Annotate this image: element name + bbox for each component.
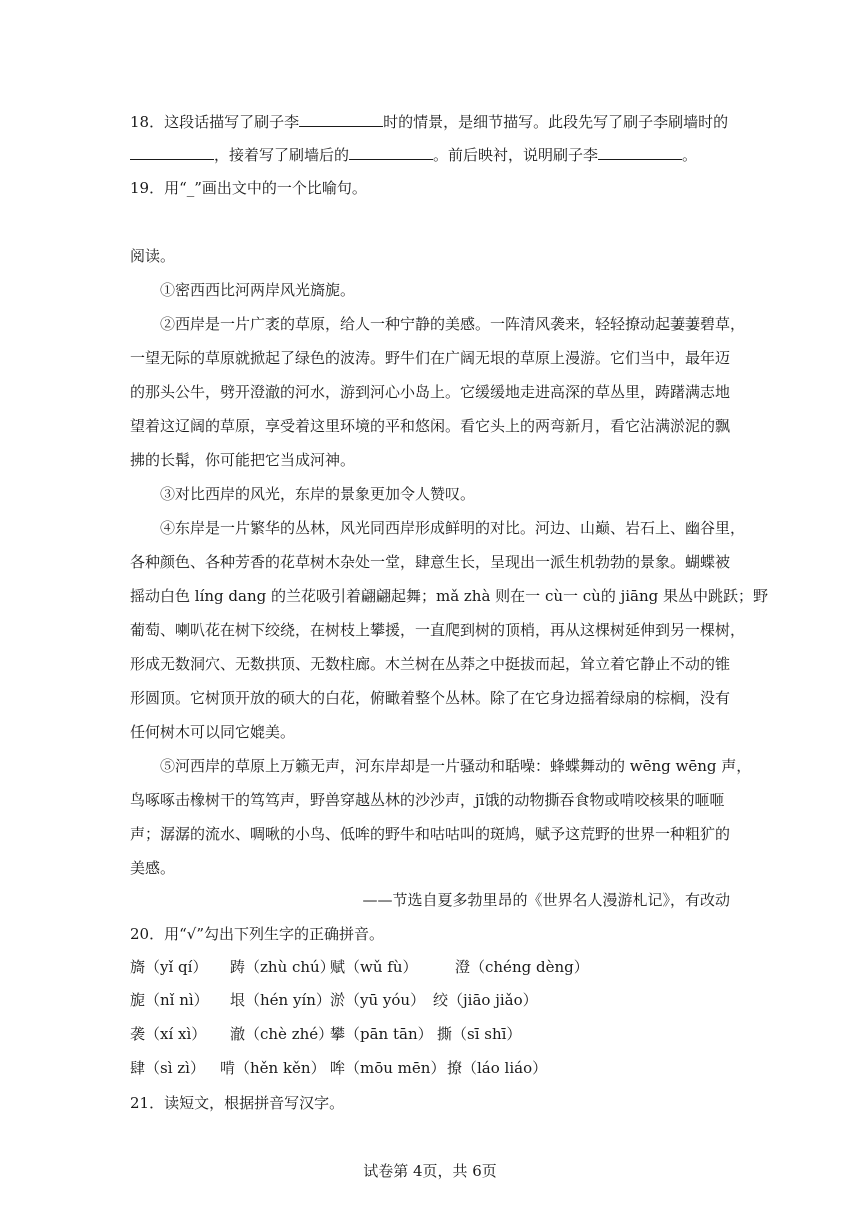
pinyin-item[interactable]: 啃（hěn kěn） — [220, 1059, 326, 1077]
q18-line-2 — [130, 145, 697, 165]
q18-blank-1[interactable] — [299, 112, 383, 127]
pinyin-item[interactable]: 撩（láo liáo） — [447, 1059, 548, 1077]
pinyin-item[interactable]: 袭（xí xì） — [130, 1025, 207, 1043]
paragraph-2-line: ②西岸是一片广袤的草原，给人一种宁静的美感。一阵清风袭来，轻轻撩动起萋萋碧草， — [160, 315, 746, 333]
pinyin-item[interactable]: 澈（chè zhé） — [230, 1025, 334, 1043]
paragraph-4-line: 形圆顶。它树顶开放的硕大的白花，俯瞰着整个丛林。除了在它身边摇着绿扇的棕榈，没有 — [130, 689, 731, 707]
paragraph-5-line: ⑤河西岸的草原上万籁无声，河东岸却是一片骚动和聒噪：蜂蝶舞动的 wēng wēng 声， — [160, 757, 752, 775]
paragraph-4-line: 葡萄、喇叭花在树下绞绕，在树枝上攀援，一直爬到树的顶梢，再从这棵树延伸到另一棵树， — [130, 621, 746, 639]
paragraph-2-line: 拂的长髯，你可能把它当成河神。 — [130, 451, 356, 469]
pinyin-item[interactable]: 垠（hén yín） — [230, 991, 331, 1009]
pinyin-item[interactable]: 淤（yū yóu） — [330, 991, 426, 1009]
pinyin-item[interactable]: 赋（wǔ fù） — [330, 958, 418, 976]
source-attribution: ——节选自夏多勃里昂的《世界名人漫游札记》，有改动 — [362, 891, 730, 909]
q21-question: 21．读短文，根据拼音写汉字。 — [130, 1094, 345, 1112]
paragraph-5-line: 鸟啄啄击橡树干的笃笃声，野兽穿越丛林的沙沙声，jī饿的动物撕吞食物或啃咬核果的咂咂 — [130, 791, 725, 809]
paragraph-3: ③对比西岸的风光，东岸的景象更加令人赞叹。 — [160, 485, 476, 503]
paragraph-4-line: ④东岸是一片繁华的丛林，风光同西岸形成鲜明的对比。河边、山巅、岩石上、幽谷里， — [160, 519, 746, 537]
page-footer: 试卷第 4页，共 6页 — [363, 1162, 497, 1180]
q18-blank-3[interactable] — [349, 145, 433, 160]
pinyin-item[interactable]: 踌（zhù chú） — [230, 958, 335, 976]
pinyin-item[interactable]: 旎（nǐ nì） — [130, 991, 209, 1009]
paragraph-1: ①密西西比河两岸风光旖旎。 — [160, 281, 356, 299]
paragraph-4-line: 任何树木可以同它媲美。 — [130, 723, 296, 741]
pinyin-item[interactable]: 攀（pān tān） — [330, 1025, 433, 1043]
q20-question: 20．用“√”勾出下列生字的正确拼音。 — [130, 925, 384, 943]
q19-question: 19．用“_”画出文中的一个比喻句。 — [130, 179, 367, 197]
pinyin-item[interactable]: 绞（jiāo jiǎo） — [433, 991, 538, 1009]
pinyin-item[interactable]: 肆（sì zì） — [130, 1059, 205, 1077]
pinyin-item[interactable]: 撕（sī shī） — [437, 1025, 522, 1043]
q18-blank-4[interactable] — [598, 145, 682, 160]
paragraph-2-line: 望着这辽阔的草原，享受着这里环境的平和悠闲。看它头上的两弯新月，看它沾满淤泥的飘 — [130, 417, 731, 435]
q18-text-d: 。前后映衬，说明刷子李 — [433, 146, 599, 164]
q18-text-e: 。 — [682, 146, 698, 164]
q18-text-a: 18．这段话描写了刷子李 — [130, 113, 300, 131]
q18-text-b: 时的情景，是细节描写。此段先写了刷子李刷墙时的 — [383, 113, 729, 131]
paragraph-5-line: 声；潺潺的流水、啁啾的小鸟、低哞的野牛和咕咕叫的斑鸠，赋予这荒野的世界一种粗犷的 — [130, 825, 731, 843]
paragraph-2-line: 一望无际的草原就掀起了绿色的波涛。野牛们在广阔无垠的草原上漫游。它们当中，最年迈 — [130, 349, 731, 367]
reading-title: 阅读。 — [130, 247, 176, 265]
paragraph-4-line: 形成无数洞穴、无数拱顶、无数柱廊。木兰树在丛莽之中挺拔而起，耸立着它静止不动的锥 — [130, 655, 731, 673]
paragraph-2-line: 的那头公牛，劈开澄澈的河水，游到河心小岛上。它缓缓地走进高深的草丛里，踌躇满志地 — [130, 383, 731, 401]
pinyin-item[interactable]: 澄（chéng dèng） — [455, 958, 589, 976]
q18-line-1 — [130, 112, 728, 132]
pinyin-item[interactable]: 哞（mōu mēn） — [330, 1059, 446, 1077]
pinyin-item[interactable]: 旖（yǐ qí） — [130, 958, 208, 976]
q18-blank-2[interactable] — [130, 145, 214, 160]
q18-text-c: ，接着写了刷墙后的 — [214, 146, 350, 164]
paragraph-4-line: 摇动白色 líng dang 的兰花吸引着翩翩起舞；mǎ zhà 则在一 cù一 cù的 jiāng 果丛中跳跃；野 — [130, 587, 769, 605]
paragraph-5-line: 美感。 — [130, 859, 176, 877]
paragraph-4-line: 各种颜色、各种芳香的花草树木杂处一堂，肆意生长，呈现出一派生机勃勃的景象。蝴蝶被 — [130, 553, 731, 571]
